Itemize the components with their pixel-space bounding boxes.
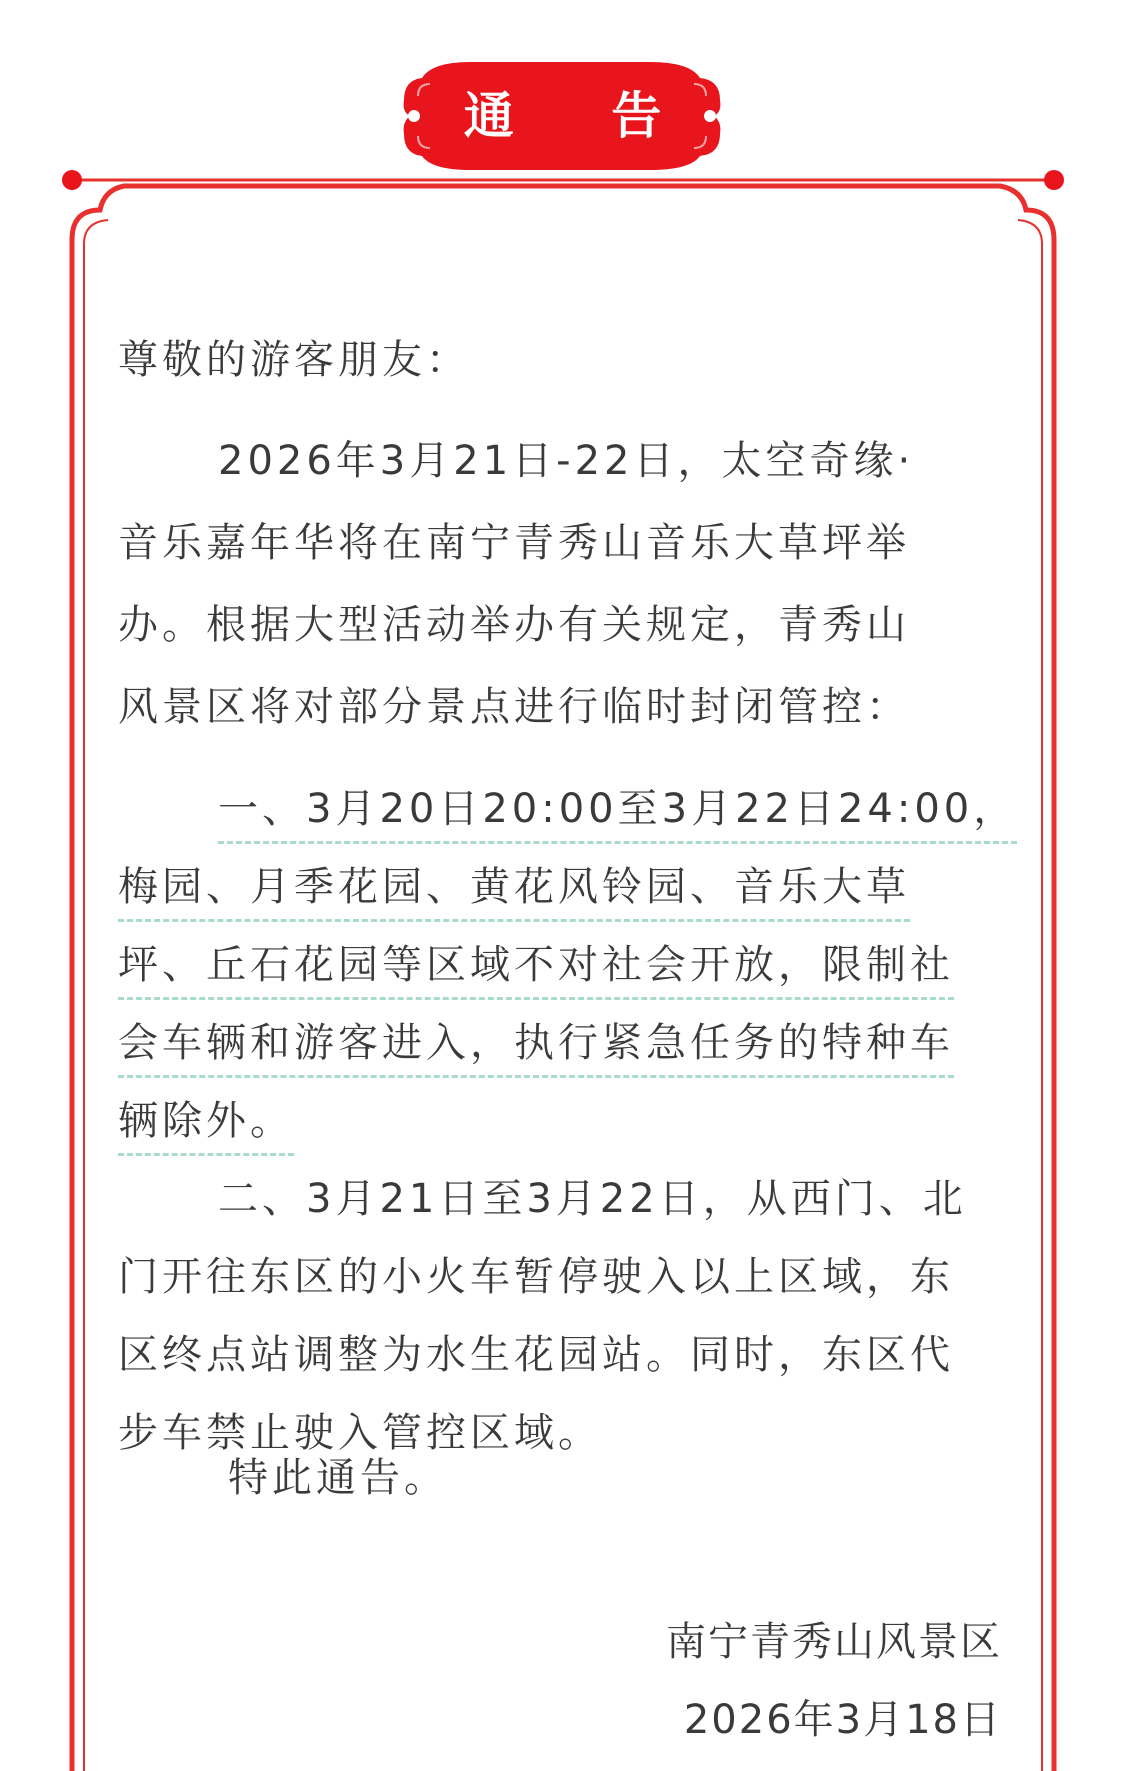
paragraph-line: 一、3月20日20:00至3月22日24:00， [218, 777, 1017, 844]
paragraph-line: 区终点站调整为水生花园站。同时，东区代 [118, 1332, 954, 1378]
salutation: 尊敬的游客朋友： [118, 337, 470, 383]
notice-title: 通 告 [463, 87, 702, 145]
paragraph-line: 2026年3月21日-22日，太空奇缘· [218, 438, 915, 484]
paragraph-line: 坪、丘石花园等区域不对社会开放，限制社 [118, 933, 954, 1000]
signature: 南宁青秀山风景区 [666, 1619, 1002, 1665]
paragraph-line: 步车禁止驶入管控区域。 [118, 1410, 602, 1456]
paragraph-intro [118, 420, 1018, 748]
paragraph-line: 风景区将对部分景点进行临时封闭管控： [118, 684, 910, 730]
paragraph-line: 梅园、月季花园、黄花风铃园、音乐大草 [118, 855, 910, 922]
right-corner-dot [1044, 170, 1064, 190]
paragraph-item-one [118, 770, 1018, 1160]
paragraph-line: 辆除外。 [118, 1089, 294, 1156]
paragraph-line: 门开往东区的小火车暂停驶入以上区域，东 [118, 1254, 954, 1300]
paragraph-line: 办。根据大型活动举办有关规定，青秀山 [118, 602, 910, 648]
notice-date: 2026年3月18日 [683, 1697, 1002, 1743]
left-corner-dot [62, 170, 82, 190]
paragraph-line: 会车辆和游客进入，执行紧急任务的特种车 [118, 1011, 954, 1078]
closing-text: 特此通告。 [228, 1455, 448, 1501]
paragraph-line: 二、3月21日至3月22日，从西门、北 [218, 1176, 967, 1222]
paragraph-line: 音乐嘉年华将在南宁青秀山音乐大草坪举 [118, 520, 910, 566]
paragraph-item-two [118, 1160, 1018, 1472]
